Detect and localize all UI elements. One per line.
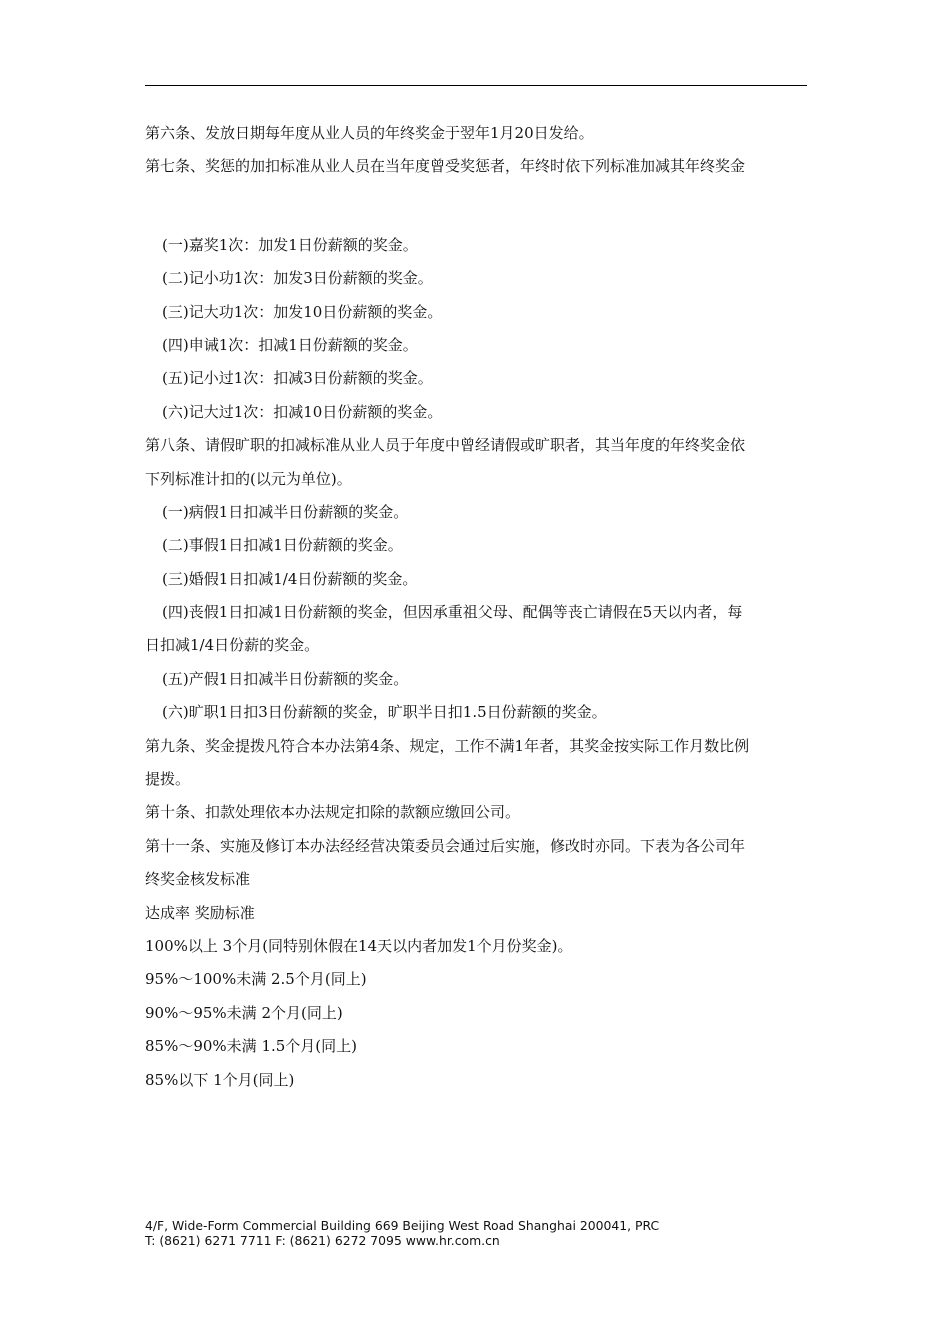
paragraph-line: 第九条、奖金提拨凡符合本办法第4条、规定，工作不满1年者，其奖金按实际工作月数比例 <box>145 736 750 755</box>
paragraph-line: 第八条、请假旷职的扣减标准从业人员于年度中曾经请假或旷职者，其当年度的年终奖金依 <box>145 436 746 455</box>
table-row: 90%～95%未满 2个月(同上) <box>145 1003 343 1022</box>
list-item: (二)事假1日扣减1日份薪额的奖金。 <box>162 536 403 555</box>
list-item: (四)丧假1日扣减1日份薪额的奖金，但因承重祖父母、配偶等丧亡请假在5天以内者，每 <box>162 603 743 622</box>
paragraph-line: 下列标准计扣的(以元为单位)。 <box>145 469 352 488</box>
list-item: (五)记小过1次：扣减3日份薪额的奖金。 <box>162 369 433 388</box>
paragraph-line: 第十条、扣款处理依本办法规定扣除的款额应缴回公司。 <box>145 803 521 822</box>
paragraph-line: 第七条、奖惩的加扣标准从业人员在当年度曾受奖惩者，年终时依下列标准加减其年终奖金 <box>145 157 746 176</box>
list-item: (五)产假1日扣减半日份薪额的奖金。 <box>162 669 409 688</box>
paragraph-line: 日扣减1/4日份薪的奖金。 <box>145 636 320 655</box>
list-item: (四)申诫1次：扣减1日份薪额的奖金。 <box>162 335 418 354</box>
footer-contact: T: (8621) 6271 7711 F: (8621) 6272 7095 www.hr.com.cn <box>145 1233 500 1248</box>
list-item: (一)嘉奖1次：加发1日份薪额的奖金。 <box>162 235 418 254</box>
list-item: (三)记大功1次：加发10日份薪额的奖金。 <box>162 302 443 321</box>
list-item: (一)病假1日扣减半日份薪额的奖金。 <box>162 502 409 521</box>
paragraph-gap <box>145 184 807 229</box>
table-header: 达成率 奖励标准 <box>145 903 255 922</box>
header-rule <box>145 85 807 86</box>
page-footer <box>145 1218 807 1248</box>
table-row: 85%～90%未满 1.5个月(同上) <box>145 1037 358 1056</box>
table-row: 85%以下 1个月(同上) <box>145 1070 295 1089</box>
footer-address: 4/F, Wide-Form Commercial Building 669 Beijing West Road Shanghai 200041, PRC <box>145 1218 660 1233</box>
paragraph-line: 终奖金核发标准 <box>145 870 251 889</box>
table-row: 95%～100%未满 2.5个月(同上) <box>145 970 367 989</box>
document-body <box>145 117 807 1097</box>
paragraph-line: 第十一条、实施及修订本办法经经营决策委员会通过后实施，修改时亦同。下表为各公司年 <box>145 836 746 855</box>
table-row: 100%以上 3个月(同特别休假在14天以内者加发1个月份奖金)。 <box>145 936 573 955</box>
paragraph-line: 提拨。 <box>145 770 191 789</box>
list-item: (二)记小功1次：加发3日份薪额的奖金。 <box>162 269 433 288</box>
list-item: (六)旷职1日扣3日份薪额的奖金，旷职半日扣1.5日份薪额的奖金。 <box>162 703 607 722</box>
list-item: (三)婚假1日扣减1/4日份薪额的奖金。 <box>162 569 418 588</box>
list-item: (六)记大过1次：扣减10日份薪额的奖金。 <box>162 402 443 421</box>
paragraph-line: 第六条、发放日期每年度从业人员的年终奖金于翌年1月20日发给。 <box>145 124 594 142</box>
